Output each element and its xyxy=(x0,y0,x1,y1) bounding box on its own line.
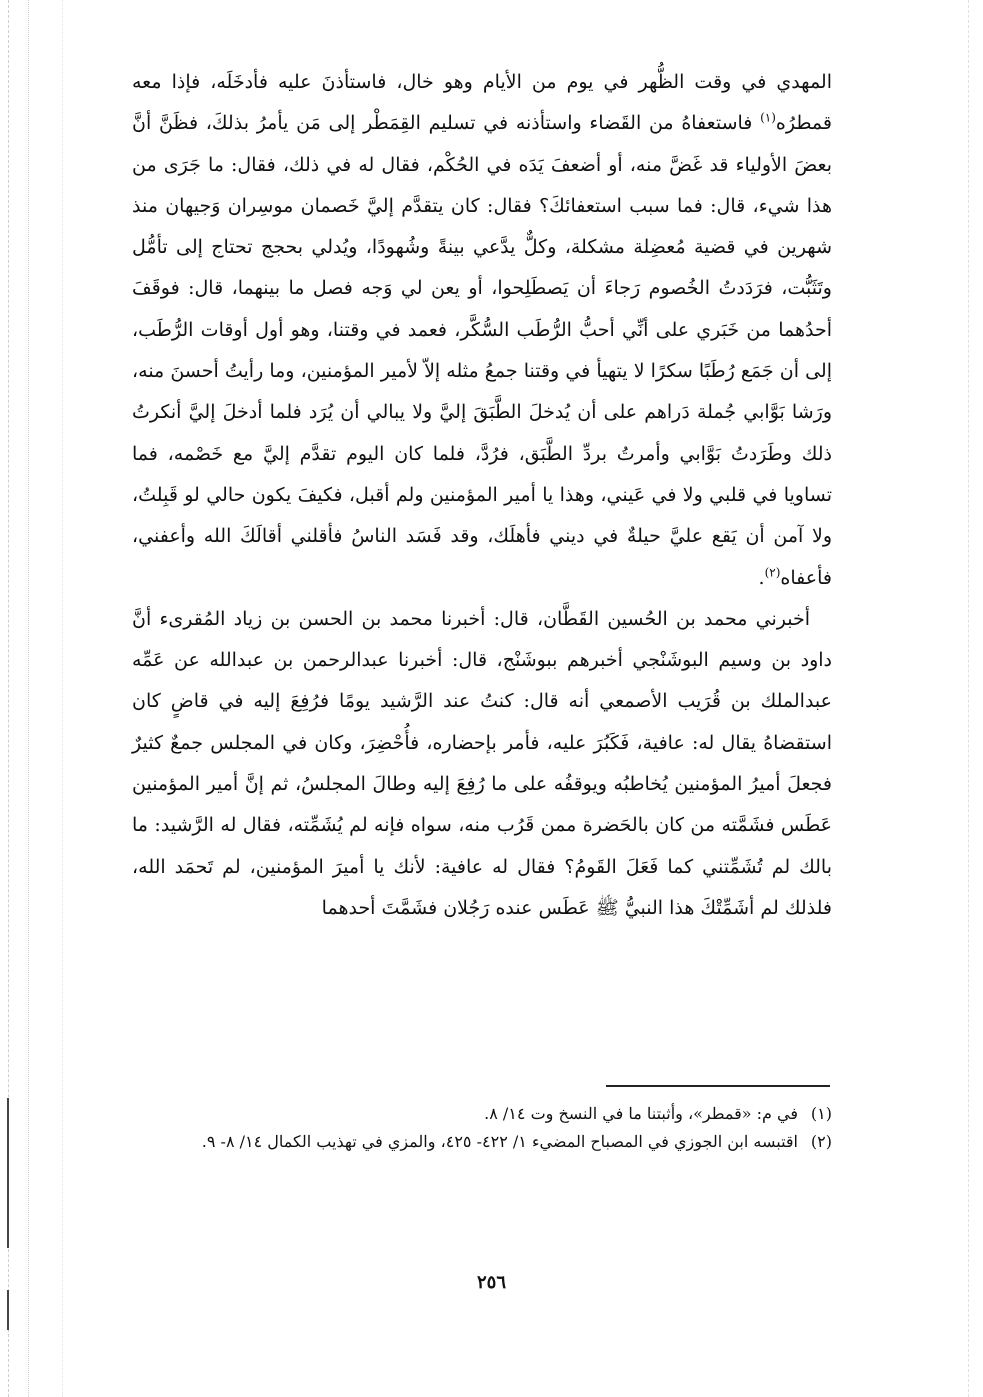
footnote-text: في م: «قمطر»، وأثبتنا ما في النسخ وت ١٤/ ٨. xyxy=(484,1104,798,1123)
footnote-number: (١) xyxy=(810,1104,832,1123)
footnote-item xyxy=(132,1100,832,1128)
footnote-ref[interactable]: (١) xyxy=(760,110,776,125)
scan-edge-mark xyxy=(62,0,63,1397)
scan-edge-mark xyxy=(968,0,969,1397)
binding-mark xyxy=(7,1290,9,1330)
footnote-item xyxy=(132,1128,832,1156)
footnote-divider xyxy=(606,1085,830,1087)
paragraph-text: فاستعفاهُ من القَضاء واستأذنه في تسليم القِمَطْر إلى مَن يأمرُ بذلكَ، فظَنَّ أنَّ بعضَ الأولياء قد غَضَّ منه، أو أضعفَ يَدَه في الحُكْم، فقال له في ذلك، فقال: ما جَرَى من هذا شيء، قال: فما سبب استعفائكَ؟ فقال: كان يتقدَّم إليَّ خَصمان موسِران وَجيهان منذ شهرين في قضية مُعضِلة مشكلة، وكلٌّ يدَّعي بينةً وشُهودًا، ويُدلي بحجج تحتاج إلى تأمُّل وتَثَبُّت، فرَدَدتُ الخُصوم رَجاءَ أن يَصطَلِحوا، أو يعن لي وَجه فصل ما بينهما، قال: فوقَفَ أحدُهما من خَبَري على أنِّي أحبُّ الرُّطَب السُّكَّر، فعمد في وقتنا، وهو أول أوقات الرُّطَب، إلى أن جَمَع رُطَبًا سكرًا لا يتهيأ في وقتنا جمعُ مثله إلاّ لأمير المؤمنين، وما رأيتُ أحسنَ منه، ورَشا بَوَّابي جُملة دَراهم على أن يُدخلَ الطَّبَقَ إليَّ ولا يبالي أن يُرَد فلما أدخلَ إليَّ أنكرتُ ذلك وطَرَدتُ بَوَّابي وأمرتُ بردِّ الطَّبَق، فرُدَّ، فلما كان اليوم تقدَّم إليَّ مع خَصْمه، فما تساويا في قلبي ولا في عَيني، وهذا يا أمير المؤمنين ولم أقبل، فكيفَ يكون حالي لو قَبِلتُ، ولا آمن أن يَقع عليَّ حيلةٌ في ديني فأهلَك، وقد فَسَد الناسُ فأقلني أقالَكَ الله وأعفني، فأعفاه xyxy=(132,112,832,589)
footnote-number: (٢) xyxy=(810,1132,832,1151)
main-text xyxy=(132,62,832,929)
binding-mark xyxy=(7,1098,9,1248)
footnotes xyxy=(132,1100,832,1156)
paragraph xyxy=(132,62,832,599)
paragraph-text: المهدي في وقت الظُّهر في يوم من الأيام وهو خال، فاستأذنَ عليه فأدخَلَه، فإذا معه قمطرُه xyxy=(132,71,832,135)
paragraph xyxy=(132,599,832,929)
page-number: ٢٥٦ xyxy=(476,1272,506,1293)
paragraph-text: أخبرني محمد بن الحُسين القَطَّان، قال: أخبرنا محمد بن الحسن بن زياد المُقرىء أنَّ داود بن وسيم البوشَنْجي أخبرهم ببوشَنْج، قال: أخبرنا عبدالرحمن بن عبدالله عن عَمِّه عبدالملك بن قُرَيب الأصمعي أنه قال: كنتُ عند الرَّشيد يومًا فرُفِعَ إليه في قاضٍ كان استقضاهُ يقال له: عافية، فَكَبُرَ عليه، فأمر بإحضاره، فأُحْضِرَ، وكان في المجلس جمعٌ كثيرٌ فجعلَ أميرُ المؤمنين يُخاطبُه ويوقفُه على ما رُفِعَ إليه وطالَ المجلسُ، ثم إنَّ أمير المؤمنين عَطَس فشَمَّته من كان بالحَضرة ممن قَرُب منه، سواه فإنه لم يُشَمِّته، فقال له الرَّشيد: ما بالك لم تُشَمِّتني كما فَعَلَ القَومُ؟ فقال له عافية: لأنك يا أميرَ المؤمنين، لم تَحمَد الله، فلذلك لم أشَمِّتْكَ هذا النبيُّ ﷺ عَطَس عنده رَجُلان فشَمَّتَ أحدهما xyxy=(132,607,832,919)
paragraph-text: . xyxy=(758,566,765,589)
footnote-text: اقتبسه ابن الجوزي في المصباح المضيء ١/ ٤٢٢- ٤٢٥، والمزي في تهذيب الكمال ١٤/ ٨- ٩. xyxy=(201,1132,798,1151)
footnote-ref[interactable]: (٢) xyxy=(764,565,781,580)
scan-edge-mark xyxy=(28,0,29,1397)
